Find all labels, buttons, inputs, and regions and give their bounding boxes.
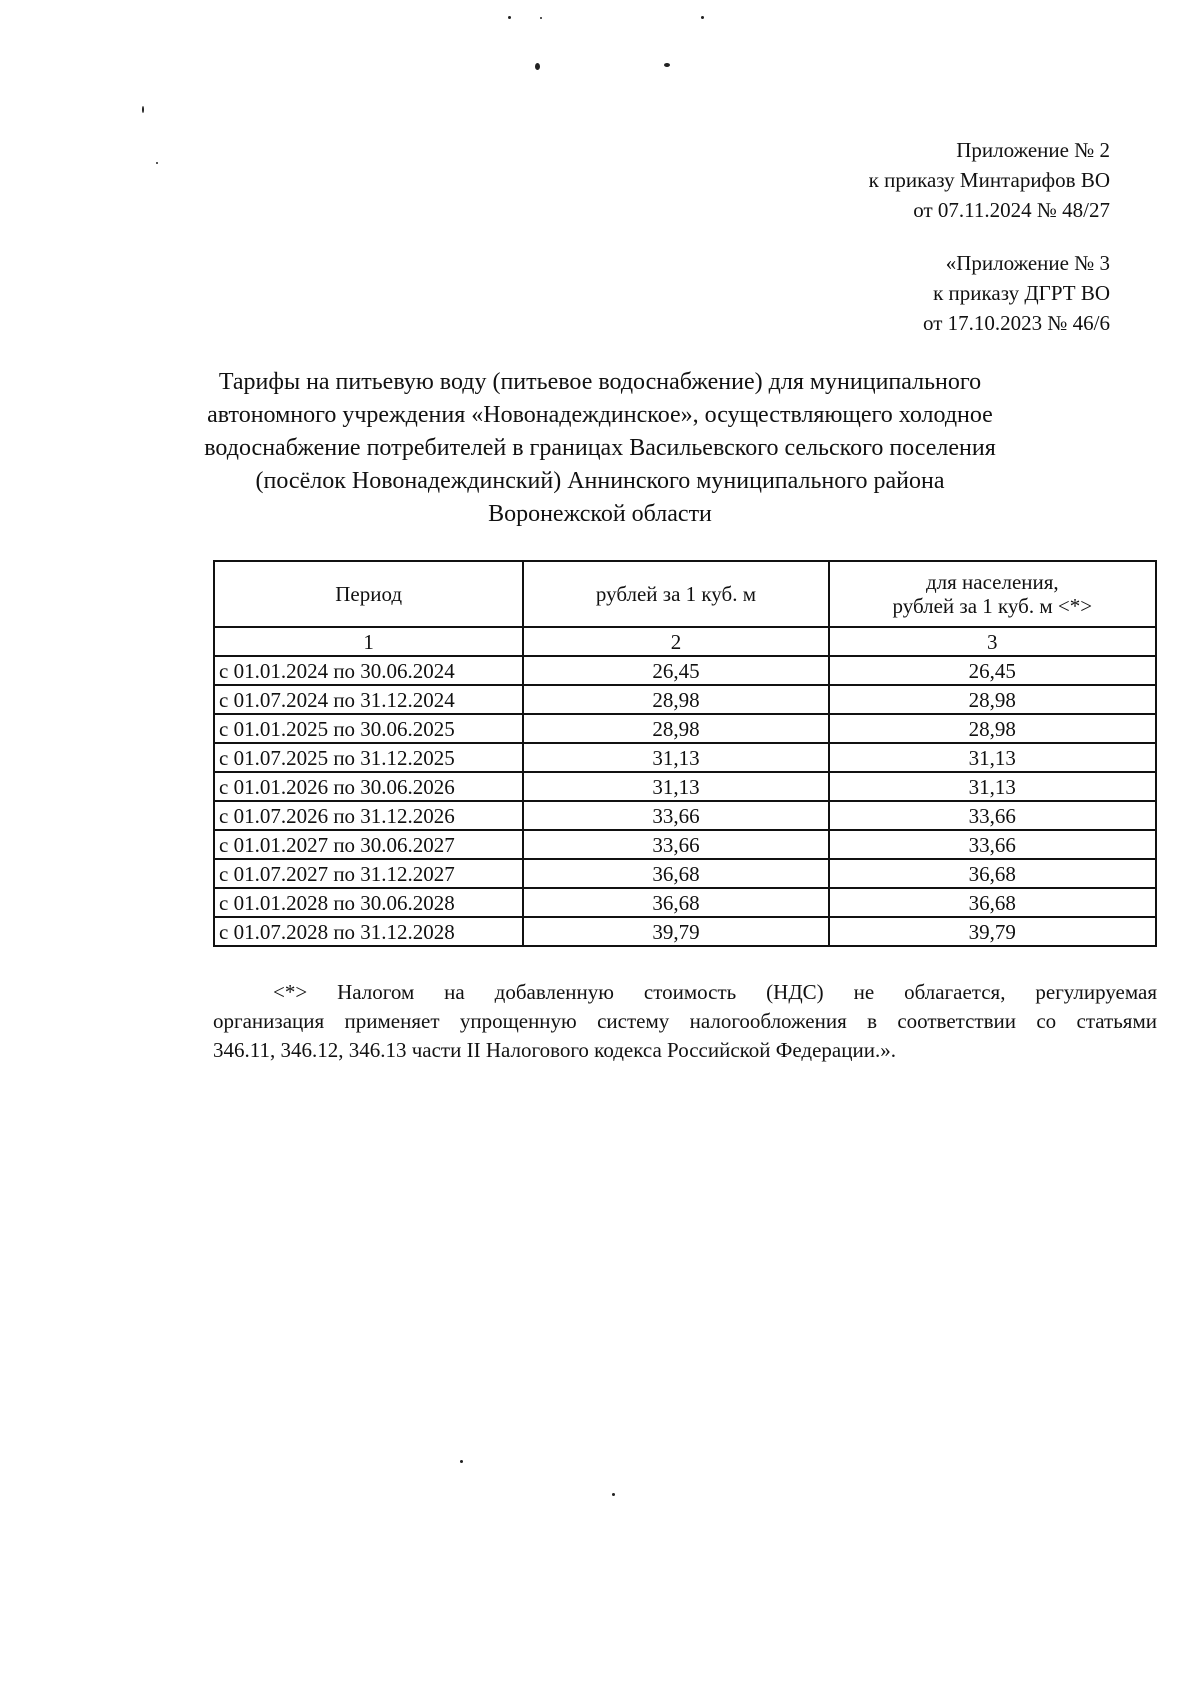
title-line: Воронежской области <box>488 501 712 527</box>
prior-attachment-order: к приказу ДГРТ ВО <box>933 281 1110 305</box>
rate-cell: 31,13 <box>523 772 828 801</box>
table-row <box>214 685 1156 714</box>
rate-cell: 31,13 <box>523 743 828 772</box>
table-row <box>214 830 1156 859</box>
title-line: автономного учреждения «Новонадеждинское», осуществляющего холодное <box>207 402 993 428</box>
scan-speck <box>612 1493 615 1496</box>
prior-attachment-date: от 17.10.2023 № 46/6 <box>922 311 1110 335</box>
table-row <box>214 714 1156 743</box>
attachment-number: Приложение № 2 <box>956 138 1110 162</box>
period-cell: с 01.01.2024 по 30.06.2024 <box>214 656 523 685</box>
population-rate-cell: 33,66 <box>829 830 1156 859</box>
period-cell: с 01.07.2027 по 31.12.2027 <box>214 859 523 888</box>
table-row <box>214 772 1156 801</box>
rate-cell: 33,66 <box>523 830 828 859</box>
table-row <box>214 743 1156 772</box>
header-period: Период <box>214 561 523 627</box>
document-title <box>200 366 1000 531</box>
period-cell: с 01.01.2025 по 30.06.2025 <box>214 714 523 743</box>
title-line: (посёлок Новонадеждинский) Аннинского муниципального района <box>255 468 945 494</box>
header-population-line: для населения, <box>925 570 1059 594</box>
column-number: 3 <box>829 627 1156 656</box>
scan-speck <box>535 63 540 70</box>
header-rate: рублей за 1 куб. м <box>523 561 828 627</box>
population-rate-cell: 31,13 <box>829 772 1156 801</box>
rate-cell: 26,45 <box>523 656 828 685</box>
rate-cell: 28,98 <box>523 714 828 743</box>
population-rate-cell: 31,13 <box>829 743 1156 772</box>
footnote-line: организация применяет упрощенную систему налогообложения в соответствии со статьями <box>213 1009 1157 1033</box>
population-rate-cell: 36,68 <box>829 888 1156 917</box>
table-row <box>214 888 1156 917</box>
population-rate-cell: 36,68 <box>829 859 1156 888</box>
population-rate-cell: 33,66 <box>829 801 1156 830</box>
scan-speck <box>508 16 511 19</box>
column-number: 1 <box>214 627 523 656</box>
attachment-order: к приказу Минтарифов ВО <box>868 168 1110 192</box>
rate-cell: 28,98 <box>523 685 828 714</box>
table-row <box>214 859 1156 888</box>
prior-attachment-number: «Приложение № 3 <box>945 251 1110 275</box>
period-cell: с 01.01.2028 по 30.06.2028 <box>214 888 523 917</box>
title-line: водоснабжение потребителей в границах Васильевского сельского поселения <box>204 435 996 461</box>
header-population-rate <box>829 561 1156 627</box>
population-rate-cell: 26,45 <box>829 656 1156 685</box>
attachment-header <box>869 135 1110 225</box>
population-rate-cell: 28,98 <box>829 685 1156 714</box>
column-number: 2 <box>523 627 828 656</box>
scan-speck <box>156 162 158 164</box>
footnote <box>213 978 1157 1065</box>
attachment-date: от 07.11.2024 № 48/27 <box>913 198 1110 222</box>
column-number-row <box>214 627 1156 656</box>
period-cell: с 01.07.2025 по 31.12.2025 <box>214 743 523 772</box>
scan-speck <box>540 17 542 19</box>
scan-speck <box>701 16 704 19</box>
period-cell: с 01.07.2026 по 31.12.2026 <box>214 801 523 830</box>
period-cell: с 01.07.2028 по 31.12.2028 <box>214 917 523 946</box>
rate-cell: 36,68 <box>523 888 828 917</box>
footnote-line: <*> Налогом на добавленную стоимость (НДС) не облагается, регулируемая <box>273 980 1157 1004</box>
scan-speck <box>664 63 670 67</box>
table-header-row <box>214 561 1156 627</box>
scan-speck <box>460 1460 463 1463</box>
rate-cell: 39,79 <box>523 917 828 946</box>
title-line: Тарифы на питьевую воду (питьевое водоснабжение) для муниципального <box>218 369 982 395</box>
table-row <box>214 917 1156 946</box>
period-cell: с 01.01.2026 по 30.06.2026 <box>214 772 523 801</box>
rate-cell: 33,66 <box>523 801 828 830</box>
population-rate-cell: 28,98 <box>829 714 1156 743</box>
scan-speck <box>142 106 144 113</box>
period-cell: с 01.01.2027 по 30.06.2027 <box>214 830 523 859</box>
table-row <box>214 801 1156 830</box>
population-rate-cell: 39,79 <box>829 917 1156 946</box>
table-row <box>214 656 1156 685</box>
prior-attachment-header <box>923 248 1110 338</box>
rate-cell: 36,68 <box>523 859 828 888</box>
period-cell: с 01.07.2024 по 31.12.2024 <box>214 685 523 714</box>
footnote-line: 346.11, 346.12, 346.13 части II Налогового кодекса Российской Федерации.». <box>213 1038 896 1062</box>
header-population-line: рублей за 1 куб. м <*> <box>892 594 1093 618</box>
tariff-table <box>213 560 1157 947</box>
